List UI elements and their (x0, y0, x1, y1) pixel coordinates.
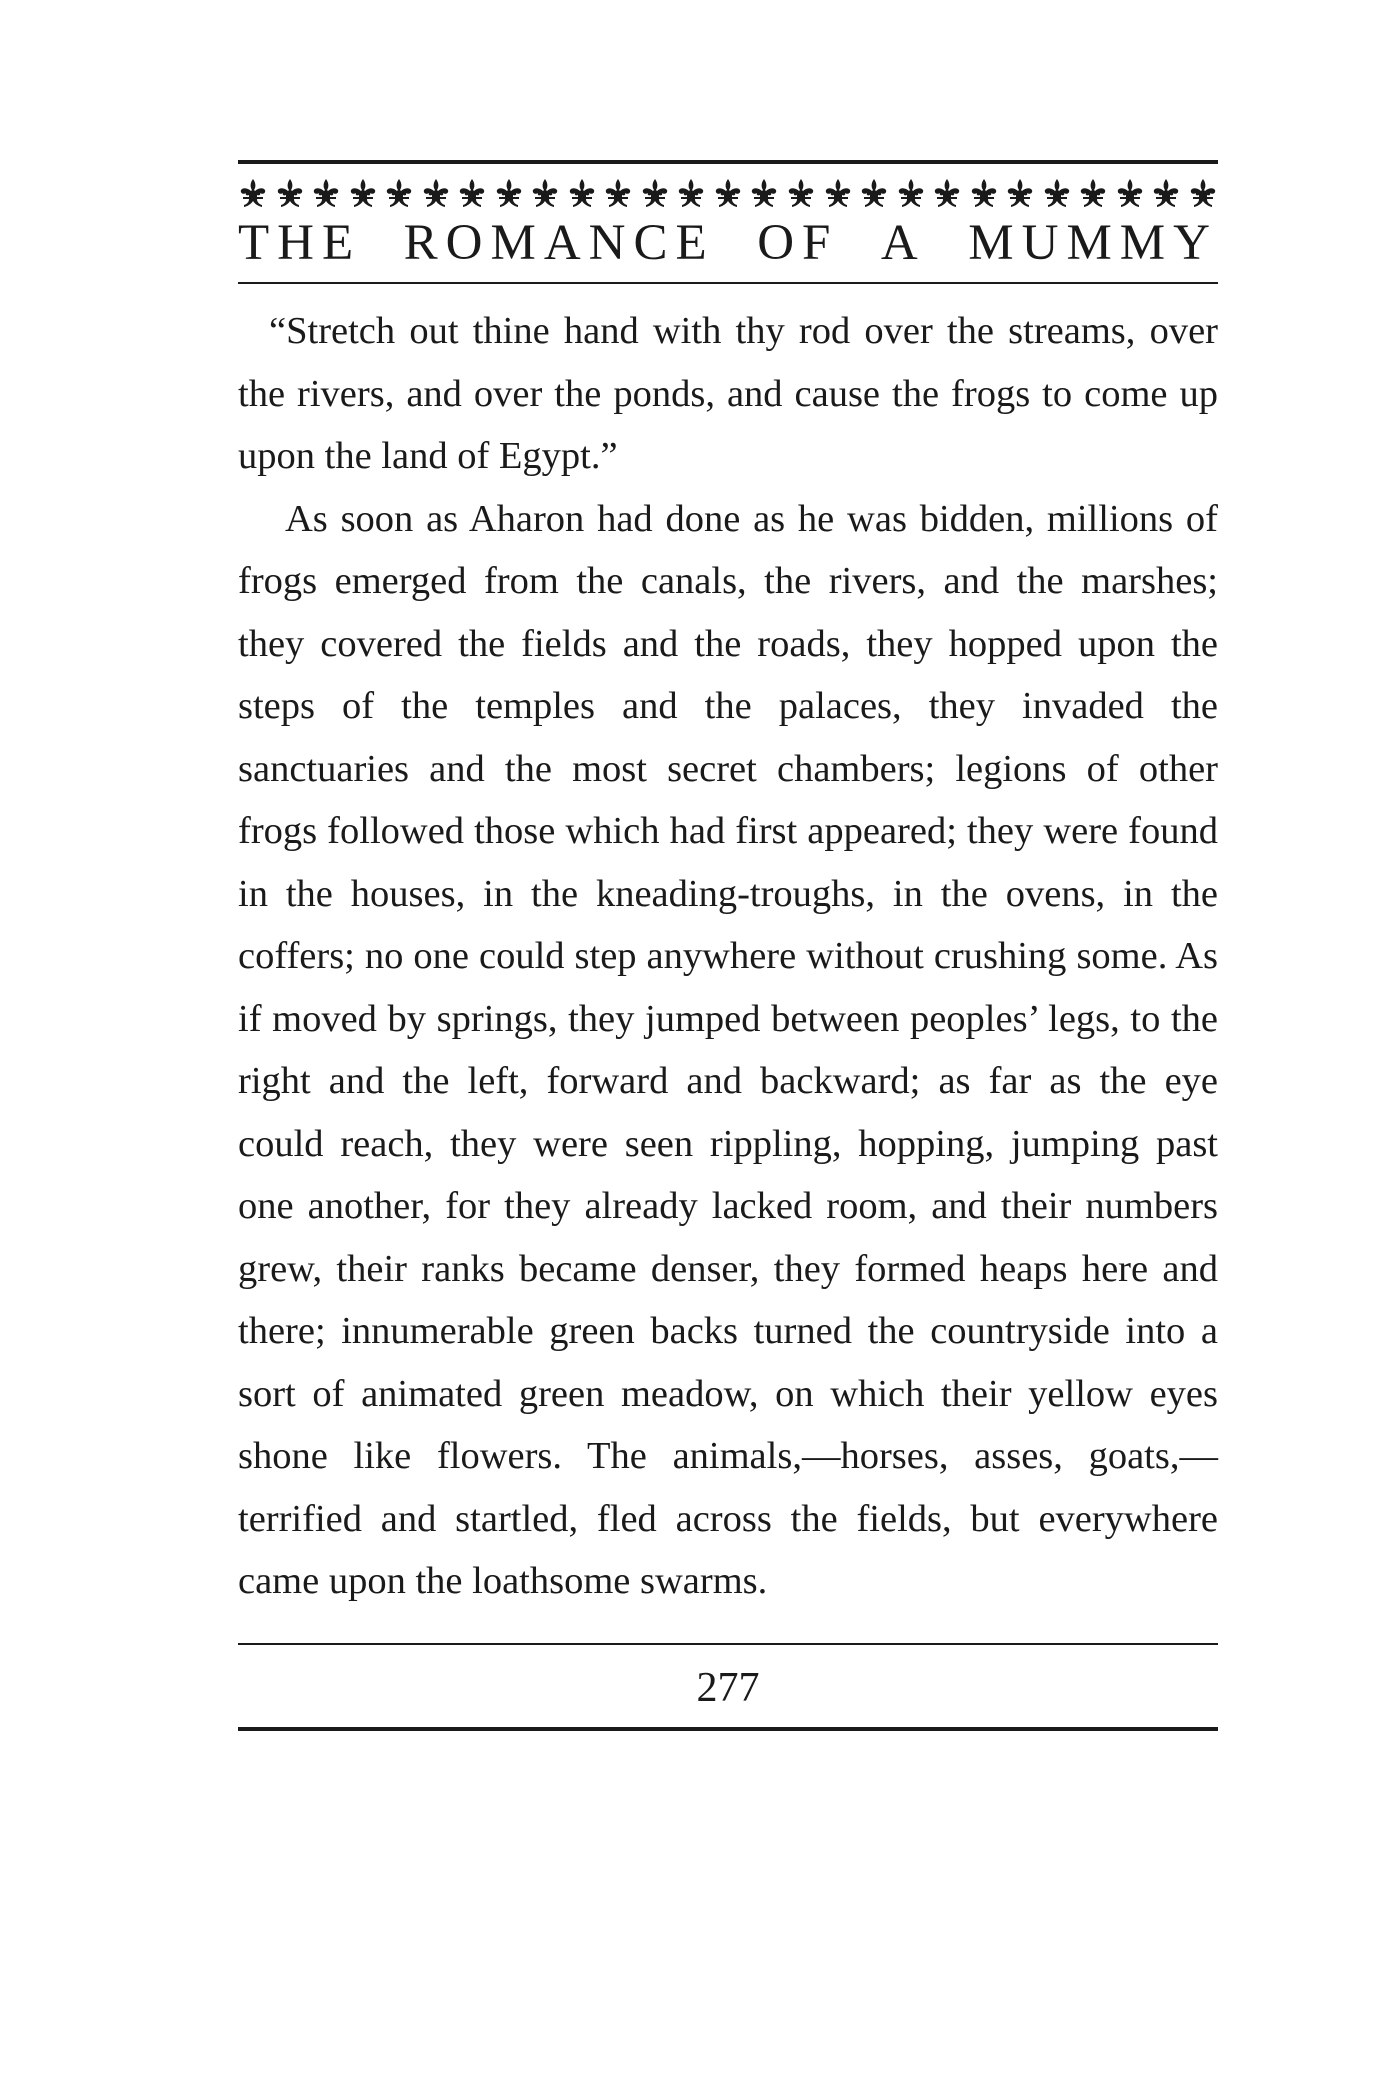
paragraph-quote: “Stretch out thine hand with thy rod over the streams, over the rivers, and over the ponds, and cause the frogs to come up upon the land of Egypt.” (238, 310, 1218, 477)
fleur-de-lis-icon (1188, 178, 1218, 208)
fleur-de-lis-icon (494, 178, 524, 208)
fleur-de-lis-icon (567, 178, 597, 208)
fleur-de-lis-icon (1151, 178, 1181, 208)
fleur-de-lis-icon (859, 178, 889, 208)
fleur-de-lis-icon (421, 178, 451, 208)
fleur-de-lis-icon (457, 178, 487, 208)
fleur-de-lis-icon (1042, 178, 1072, 208)
fleur-de-lis-icon (348, 178, 378, 208)
fleur-de-lis-icon (713, 178, 743, 208)
fleur-de-lis-icon (676, 178, 706, 208)
footer-bottom-rule (238, 1727, 1218, 1731)
fleur-de-lis-icon (530, 178, 560, 208)
running-head-word: ROMANCE (403, 215, 715, 271)
fleur-de-lis-icon (969, 178, 999, 208)
header-top-rule (238, 160, 1218, 164)
paragraph: As soon as Aharon had done as he was bidden, millions of frogs emerged from the canals, the rivers, and the marshes; they covered the fields and the roads, they hopped upon the steps of the temples and the palaces, they invaded the sanctuaries and the most secret chambers; legions of other frogs followed those which had first appeared; they were found in the houses, in the kneading-troughs, in the ovens, in the coffers; no one could step anywhere without crushing some. As if moved by springs, they jumped between peoples’ legs, to the right and the left, forward and backward; as far as the eye could reach, they were seen rippling, hopping, jumping past one another, for they already lacked room, and their numbers grew, their ranks became denser, they formed heaps here and there; innumerable green backs turned the countryside into a sort of animated green meadow, on which their yellow eyes shone like flowers. The animals,—horses, asses, goats,—terrified and startled, fled across the fields, but everywhere came upon the loathsome swarms. (238, 497, 1218, 1602)
fleur-de-lis-icon (896, 178, 926, 208)
body-text (238, 300, 1218, 1613)
fleur-de-lis-icon (1115, 178, 1145, 208)
running-head-word: OF (757, 215, 839, 271)
fleur-de-lis-icon (603, 178, 633, 208)
fleur-de-lis-icon (311, 178, 341, 208)
fleur-de-lis-icon (823, 178, 853, 208)
fleur-de-lis-icon (786, 178, 816, 208)
book-page (238, 160, 1218, 1731)
fleur-de-lis-icon (238, 178, 268, 208)
fleur-de-lis-icon (932, 178, 962, 208)
running-head-word: A (880, 215, 926, 271)
page-number: 277 (696, 1664, 760, 1711)
running-head-word: THE (238, 215, 362, 271)
fleur-de-lis-icon (1078, 178, 1108, 208)
footer-top-rule (238, 1643, 1218, 1645)
ornament-band (238, 178, 1218, 208)
fleur-de-lis-icon (1005, 178, 1035, 208)
running-head-word: MUMMY (968, 215, 1218, 271)
header-bottom-rule (238, 282, 1218, 284)
running-head (238, 214, 1218, 272)
fleur-de-lis-icon (384, 178, 414, 208)
fleur-de-lis-icon (640, 178, 670, 208)
fleur-de-lis-icon (749, 178, 779, 208)
fleur-de-lis-icon (275, 178, 305, 208)
